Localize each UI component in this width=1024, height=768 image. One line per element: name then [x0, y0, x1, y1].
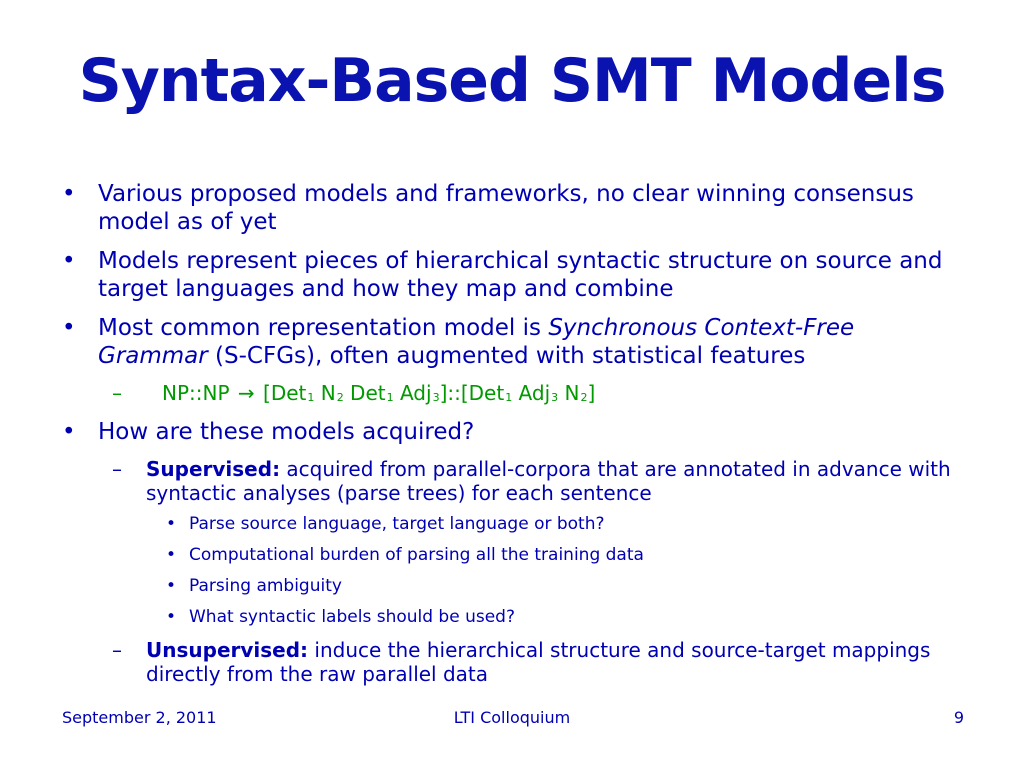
bullet-item [0, 314, 1024, 370]
supervised-text: acquired from parallel-corpora that are annotated in advance with syntactic analyses (parse trees) for each sentence [146, 457, 951, 505]
supervised-label: Supervised: [146, 457, 281, 481]
slide-title: Syntax-Based SMT Models [78, 46, 946, 116]
rule-lhs: NP::NP [162, 381, 230, 405]
page-number: 9 [953, 708, 964, 727]
rule-rhs: [Det$_1$ $N_2$ Det$_1$ Adj$_3$]::[Det$_1$ Adj$_3$ $N_2$] [263, 381, 596, 405]
bullet-text: Various proposed models and frameworks, no clear winning consensus model as of yet [98, 181, 914, 235]
bullet-text: (S-CFGs), often augmented with statistical features [207, 343, 806, 369]
bullet-text-italic: Synchronous Context-Free Grammar [98, 315, 855, 369]
arrow-right-icon: → [237, 381, 255, 405]
sub-sub-bullet: • Computational burden of parsing all the training data [0, 545, 1024, 566]
sub-sub-bullet: • Parse source language, target language or both? [0, 514, 1024, 535]
sub-bullet-unsupervised [0, 638, 1024, 686]
bullet-item [0, 247, 1024, 303]
bullet-text: Most common representation model is [98, 315, 549, 341]
bullet-list [0, 180, 1024, 695]
footer-date: September 2, 2011 [62, 708, 217, 727]
footer-title: LTI Colloquium [453, 708, 571, 727]
bullet-item [0, 180, 1024, 236]
sub-bullet-supervised [0, 457, 1024, 505]
bullet-item [0, 418, 1024, 446]
bullet-text: Models represent pieces of hierarchical syntactic structure on source and target languages and how they map and combine [98, 248, 943, 302]
bullet-text: How are these models acquired? [98, 419, 475, 445]
unsupervised-text: induce the hierarchical structure and source-target mappings directly from the raw parallel data [146, 638, 931, 686]
sub-sub-bullet: • What syntactic labels should be used? [0, 607, 1024, 628]
sub-sub-bullet: • Parsing ambiguity [0, 576, 1024, 597]
rule-example [0, 381, 1024, 409]
unsupervised-label: Unsupervised: [146, 638, 309, 662]
